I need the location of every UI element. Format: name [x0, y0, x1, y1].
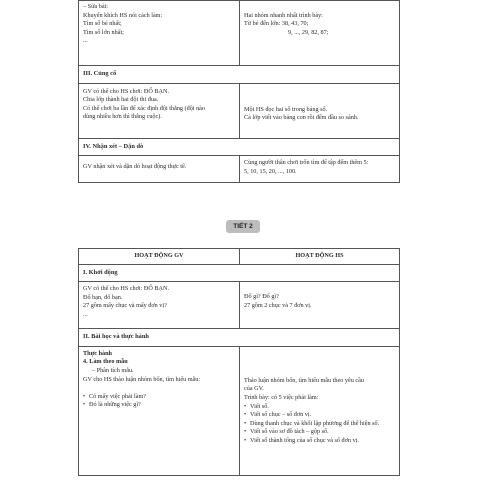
row-game: [79, 83, 399, 138]
row-game-right: Một HS đọc hai số trong bảng số. Cả lớp viết vào bảng con rồi đếm đầu so sánh.: [244, 105, 359, 122]
header-hs: HOẠT ĐỘNG HS: [295, 252, 344, 259]
row-end: [79, 155, 399, 182]
row-practice-right: Thảo luận nhóm bốn, tìm hiểu mẫu theo yêu cầu của GV. Trình bày: có 5 việc phải làm: • Viết số. • Viết số chục – số đơn vị. • Dùng thanh chục và khối lập phương để thể hiện số. • Viết số vào sơ đồ tách – gộp số. • Viết số thành tổng của số chục và số đơn vị.: [240, 347, 399, 475]
row-game-left: GV có thể cho HS chơi: ĐỐ BẠN. Chia lớp thành hai đội thi đua. Có thể chơi ba lần để xác định đội thắng (đội nào dùng nhiều hơn thì thắng cuộc).: [79, 84, 240, 138]
row-fix-left: – Sửa bài: Khuyến khích HS nói cách làm: Tìm số bé nhất; Tìm số lớn nhất; ...: [79, 1, 240, 65]
header-gv: HOẠT ĐỘNG GV: [79, 249, 240, 264]
section-khoi-dong: [79, 264, 399, 282]
row-end-left: GV nhận xét và dặn dò hoạt động thực tế.: [79, 156, 240, 182]
section-bai-hoc: [79, 328, 399, 346]
row-start-left: GV có thể cho HS chơi: ĐỐ BẠN. Đố bạn, đố bạn. 27 gồm mấy chục và mấy đơn vị? ...: [79, 282, 240, 328]
row-practice: [79, 346, 399, 475]
row-end-right: Cùng người thân chơi trốn tìm để tập đếm thêm 5: 5, 10, 15, 20, ..., 100.: [244, 159, 369, 175]
row-start-right: Đố gì? Đố gì? 27 gồm 2 chục và 7 đơn vị.: [244, 293, 312, 309]
section-title: I. Khởi động: [83, 268, 118, 276]
row-start: [79, 281, 399, 328]
section-title: II. Bài học và thực hành: [83, 333, 149, 341]
section-title: IV. Nhận xét – Dặn dò: [83, 142, 144, 150]
tiet2-table: [78, 248, 400, 476]
section-title: III. Củng cố: [83, 70, 117, 77]
table-header: [79, 249, 399, 264]
tiet-badge: TIẾT 2: [226, 220, 260, 233]
row-practice-left: Thực hành 4. Làm theo mẫu – Phân tích mẫu. GV cho HS thảo luận nhóm bốn, tìm hiểu mẫu: • Có mấy việc phải làm? • Đó là những việc gì?: [79, 347, 240, 475]
row-fix-right: Hai nhóm nhanh nhất trình bày: Từ bé đến lớn: 38, 43, 70; 9, ..., 29, 82, 87;: [244, 11, 329, 36]
section-nhan-xet: [79, 138, 399, 156]
tiet1-table: [78, 0, 400, 183]
row-fix-exercise: [79, 1, 399, 65]
section-cung-co: [79, 65, 399, 83]
